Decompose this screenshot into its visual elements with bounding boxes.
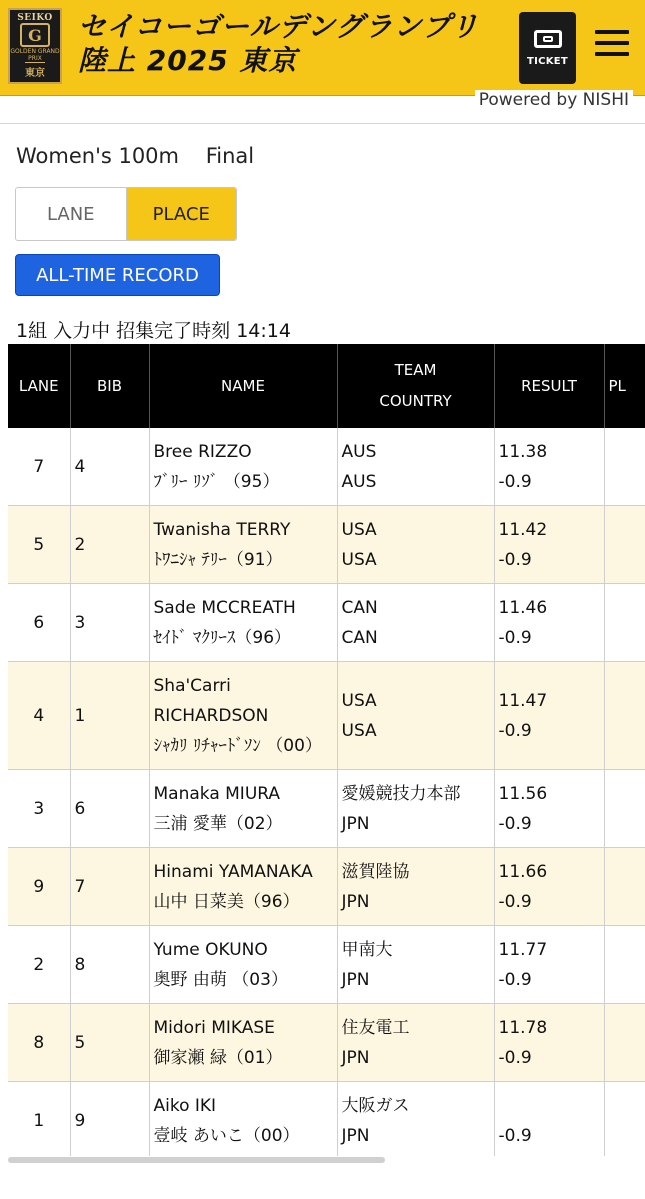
result: 11.56 xyxy=(498,783,548,804)
cell-place xyxy=(604,926,645,1004)
header-divider xyxy=(0,123,645,124)
cell-name xyxy=(149,926,337,1004)
col-place: PL xyxy=(604,344,645,428)
cell-place xyxy=(604,770,645,848)
wind: -0.9 xyxy=(498,969,532,990)
cell-name xyxy=(149,1004,337,1082)
cell-bib: 4 xyxy=(70,428,149,506)
country: JPN xyxy=(341,813,370,834)
cell-result xyxy=(494,926,604,1004)
seiko-ggp-logo[interactable] xyxy=(8,8,62,84)
athlete-name-jp: 奥野 由萌 （03） xyxy=(153,969,288,990)
cell-name xyxy=(149,770,337,848)
cell-result xyxy=(494,428,604,506)
cell-lane: 4 xyxy=(8,662,70,770)
athlete-name-jp: ﾌﾞﾘｰ ﾘｿﾞ （95） xyxy=(153,471,280,492)
team: 大阪ガス xyxy=(341,1095,410,1116)
cell-team xyxy=(337,1082,494,1157)
horizontal-scrollbar[interactable] xyxy=(8,1157,385,1163)
athlete-name: Bree RIZZO xyxy=(153,441,252,462)
cell-bib: 3 xyxy=(70,584,149,662)
cell-team xyxy=(337,662,494,770)
logo-mark: G xyxy=(20,23,50,47)
cell-place xyxy=(604,848,645,926)
col-name: NAME xyxy=(149,344,337,428)
cell-result xyxy=(494,1082,604,1157)
cell-team xyxy=(337,584,494,662)
athlete-name: Manaka MIURA xyxy=(153,783,281,804)
wind: -0.9 xyxy=(498,471,532,492)
wind: -0.9 xyxy=(498,1047,532,1068)
cell-result xyxy=(494,848,604,926)
wind: -0.9 xyxy=(498,549,532,570)
col-country: COUNTRY xyxy=(379,392,452,410)
athlete-name: Sade MCCREATH xyxy=(153,597,296,618)
site-header xyxy=(0,0,645,96)
table-row[interactable] xyxy=(8,1004,645,1082)
event-title: Women's 100m Final xyxy=(16,144,255,168)
cell-bib: 2 xyxy=(70,506,149,584)
cell-place xyxy=(604,1004,645,1082)
hamburger-menu-icon[interactable] xyxy=(595,30,629,64)
result xyxy=(499,1091,600,1121)
col-result: RESULT xyxy=(494,344,604,428)
cell-place xyxy=(604,428,645,506)
powered-by: Powered by NISHI xyxy=(475,90,633,110)
site-title xyxy=(78,10,479,78)
cell-bib: 8 xyxy=(70,926,149,1004)
logo-subtitle: GOLDEN GRAND PRIX xyxy=(10,47,60,62)
cell-name xyxy=(149,662,337,770)
cell-lane: 2 xyxy=(8,926,70,1004)
athlete-name: Twanisha TERRY xyxy=(153,519,291,540)
results-table-container[interactable] xyxy=(8,344,645,1156)
cell-team xyxy=(337,506,494,584)
cell-lane: 6 xyxy=(8,584,70,662)
cell-place xyxy=(604,506,645,584)
table-row[interactable] xyxy=(8,770,645,848)
result: 11.77 xyxy=(498,939,548,960)
cell-lane: 9 xyxy=(8,848,70,926)
country: JPN xyxy=(341,969,370,990)
cell-result xyxy=(494,770,604,848)
site-title-line1: セイコーゴールデングランプリ xyxy=(78,10,480,43)
athlete-name: Midori MIKASE xyxy=(153,1017,275,1038)
country: USA xyxy=(341,720,377,741)
cell-place xyxy=(604,1082,645,1157)
wind: -0.9 xyxy=(498,1125,532,1146)
toggle-lane[interactable]: LANE xyxy=(46,203,95,225)
team: 愛媛競技力本部 xyxy=(341,783,461,804)
col-lane: LANE xyxy=(8,344,70,428)
cell-bib: 7 xyxy=(70,848,149,926)
cell-lane: 1 xyxy=(8,1082,70,1157)
table-row[interactable] xyxy=(8,926,645,1004)
country: JPN xyxy=(341,1047,370,1068)
wind: -0.9 xyxy=(498,627,532,648)
cell-team xyxy=(337,428,494,506)
athlete-name-jp: 山中 日菜美（96） xyxy=(153,891,300,912)
col-team: TEAM xyxy=(394,361,437,379)
ticket-icon xyxy=(534,30,562,48)
cell-name xyxy=(149,584,337,662)
cell-result xyxy=(494,584,604,662)
ticket-button[interactable] xyxy=(519,12,576,84)
table-row[interactable] xyxy=(8,848,645,926)
team: 住友電工 xyxy=(341,1017,410,1038)
cell-lane: 3 xyxy=(8,770,70,848)
ticket-label: TICKET xyxy=(526,55,569,67)
cell-team xyxy=(337,770,494,848)
sort-toggle xyxy=(15,187,237,241)
team: AUS xyxy=(341,441,377,462)
cell-lane: 5 xyxy=(8,506,70,584)
athlete-name: Aiko IKI xyxy=(153,1095,217,1116)
table-row[interactable] xyxy=(8,584,645,662)
cell-bib: 5 xyxy=(70,1004,149,1082)
athlete-name-jp: 壹岐 あいこ（00） xyxy=(153,1125,300,1146)
country: USA xyxy=(341,549,377,570)
result: 11.46 xyxy=(498,597,548,618)
table-row[interactable] xyxy=(8,428,645,506)
wind: -0.9 xyxy=(498,720,532,741)
cell-name xyxy=(149,1082,337,1157)
cell-team xyxy=(337,848,494,926)
athlete-name: Hinami YAMANAKA xyxy=(153,861,313,882)
cell-place xyxy=(604,662,645,770)
table-row[interactable] xyxy=(8,506,645,584)
wind: -0.9 xyxy=(498,891,532,912)
cell-team xyxy=(337,1004,494,1082)
site-title-line2: 陸上 2025 東京 xyxy=(78,44,298,77)
cell-result xyxy=(494,662,604,770)
toggle-place[interactable]: PLACE xyxy=(126,188,237,240)
all-time-record-button[interactable]: ALL-TIME RECORD xyxy=(15,254,220,296)
table-header-row xyxy=(8,344,645,428)
cell-name xyxy=(149,848,337,926)
athlete-name-jp: ｾｲﾄﾞ ﾏｸﾘｰｽ（96） xyxy=(153,627,292,648)
country: AUS xyxy=(341,471,377,492)
table-row[interactable] xyxy=(8,662,645,770)
cell-team xyxy=(337,926,494,1004)
team: USA xyxy=(341,519,377,540)
cell-bib: 9 xyxy=(70,1082,149,1157)
cell-result xyxy=(494,1004,604,1082)
wind: -0.9 xyxy=(498,813,532,834)
result: 11.78 xyxy=(498,1017,548,1038)
cell-name xyxy=(149,506,337,584)
country: JPN xyxy=(341,1125,370,1146)
team: 甲南大 xyxy=(341,939,393,960)
col-team-country xyxy=(337,344,494,428)
logo-brand: SEIKO xyxy=(17,13,53,23)
result: 11.66 xyxy=(498,861,548,882)
result: 11.42 xyxy=(498,519,548,540)
results-table xyxy=(8,344,645,1156)
cell-lane: 8 xyxy=(8,1004,70,1082)
table-row[interactable] xyxy=(8,1082,645,1157)
result: 11.47 xyxy=(498,690,548,711)
result: 11.38 xyxy=(498,441,548,462)
cell-lane: 7 xyxy=(8,428,70,506)
athlete-name-jp: ｼｬｶﾘ ﾘﾁｬｰﾄﾞｿﾝ （00） xyxy=(153,735,322,756)
cell-name xyxy=(149,428,337,506)
cell-result xyxy=(494,506,604,584)
cell-bib: 6 xyxy=(70,770,149,848)
country: CAN xyxy=(341,627,378,648)
athlete-name-jp: 三浦 愛華（02） xyxy=(153,813,283,834)
athlete-name: Sha'Carri xyxy=(153,675,231,696)
athlete-name-jp: 御家瀬 緑（01） xyxy=(153,1047,283,1068)
team: USA xyxy=(341,690,377,711)
team: CAN xyxy=(341,597,378,618)
athlete-name: Yume OKUNO xyxy=(153,939,268,960)
team: 滋賀陸協 xyxy=(341,861,410,882)
country: JPN xyxy=(341,891,370,912)
athlete-name-jp: ﾄﾜﾆｼｬ ﾃﾘｰ（91） xyxy=(153,549,283,570)
cell-bib: 1 xyxy=(70,662,149,770)
heat-status: 1組 入力中 招集完了時刻 14:14 xyxy=(16,320,291,342)
cell-place xyxy=(604,584,645,662)
logo-city: 東京 xyxy=(25,62,45,79)
col-bib: BIB xyxy=(70,344,149,428)
athlete-name-line2: RICHARDSON xyxy=(153,705,269,726)
